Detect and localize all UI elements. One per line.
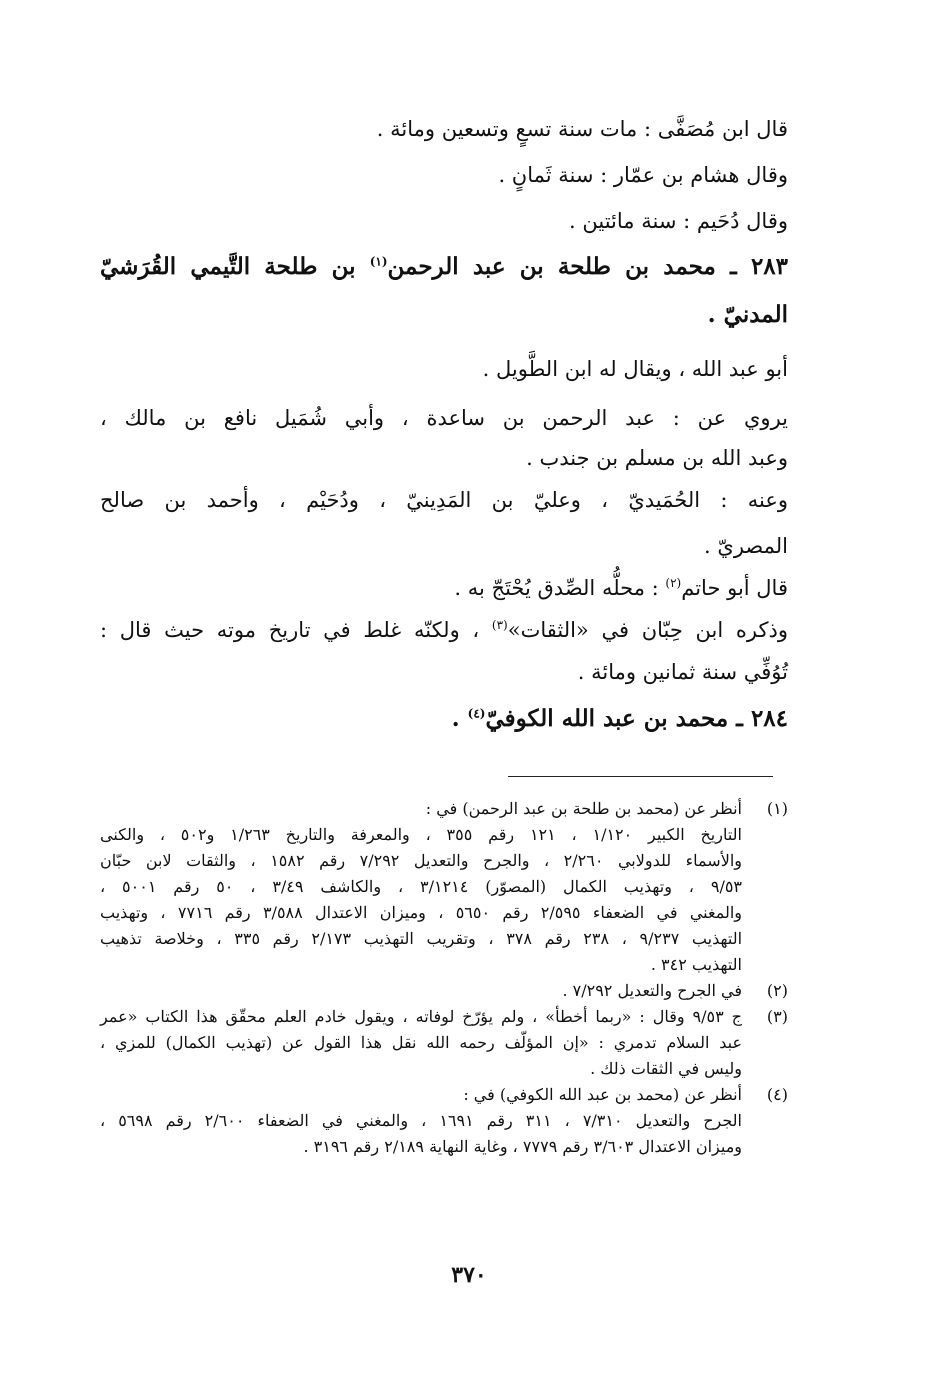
footnote-line: أنظر عن (محمد بن عبد الله الكوفي) في : [463, 1085, 742, 1104]
footnote-line: والأسماء للدولابي ٢/٢٦٠ ، والجرح والتعديل ٧/٢٩٢ رقم ١٥٨٢ ، والثقات لابن حبّان [100, 851, 743, 870]
entry-283-name: ٢٨٣ ـ محمد بن طلحة بن عبد الرحمن [387, 253, 788, 280]
text-line-2: وقال هشام بن عمّار : سنة ثَمانٍ . [498, 163, 788, 187]
text-line-teachers: يروي عن : عبد الرحمن بن ساعدة ، وأبي شُمَيل نافع بن مالك ، [100, 406, 788, 430]
footnote-line: التهذيب ٣٤٢ . [650, 955, 742, 974]
footnote-number: (٣) [766, 1007, 788, 1026]
footnote-line: أنظر عن (محمد بن طلحة بن عبد الرحمن) في : [425, 799, 742, 818]
text-line-kunya: أبو عبد الله ، ويقال له ابن الطَّويل . [482, 357, 788, 381]
text-line-3: وقال دُحَيم : سنة مائتين . [569, 209, 788, 233]
entry-284-end: . [451, 705, 468, 732]
page-number: ٣٧٠ [451, 1262, 487, 1288]
text-line-students: وعنه : الحُمَيديّ ، وعليّ بن المَدِينيّ ، ودُحَيْم ، وأحمد بن صالح [100, 488, 788, 512]
ibn-hibban-text-cont: ، ولكنّه غلط في تاريخ موته حيث قال : [100, 618, 492, 642]
footnote-1 [100, 796, 788, 978]
abu-hatim-text: قال أبو حاتم [681, 576, 788, 600]
footnote-line: الجرح والتعديل ٧/٣١٠ ، ٣١١ رقم ١٦٩١ ، والمغني في الضعفاء ٢/٦٠٠ رقم ٥٦٩٨ ، [100, 1111, 743, 1130]
footnote-2 [100, 978, 788, 1004]
footnote-3 [100, 1004, 788, 1082]
footnote-4 [100, 1082, 788, 1160]
footnote-number: (٢) [766, 981, 788, 1000]
entry-283-nisba: المدنيّ . [707, 301, 788, 328]
footnote-line: وميزان الاعتدال ٣/٦٠٣ رقم ٧٧٧٩ ، وغاية النهاية ٢/١٨٩ رقم ٣١٩٦ . [303, 1137, 742, 1156]
footnote-ref-1: (١) [369, 254, 388, 269]
footnote-separator [508, 776, 773, 777]
footnote-ref-4: (٤) [467, 706, 486, 721]
entry-284-heading [100, 702, 788, 750]
footnote-line: التاريخ الكبير ١/١٢٠ ، ١٢١ رقم ٣٥٥ ، والمعرفة والتاريخ ١/٢٦٣ و٥٠٢ ، والكنى [100, 825, 742, 844]
entry-284-name: ٢٨٤ ـ محمد بن عبد الله الكوفيّ [485, 705, 788, 732]
text-line-students-cont: المصريّ . [704, 534, 788, 558]
text-line-1: قال ابن مُصَفَّى : مات سنة تسعٍ وتسعين ومائة . [376, 117, 788, 141]
footnote-line: ٩/٥٣ ، وتهذيب الكمال (المصوّر) ٣/١٢١٤ ، والكاشف ٣/٤٩ ، ٥٠ رقم ٥٠٠١ ، [100, 877, 743, 896]
abu-hatim-text-cont: : محلُّه الصِّدق يُحْتَجّ به . [454, 576, 666, 600]
entry-283-name-cont: بن طلحة التَّيمي القُرَشيّ [100, 253, 370, 280]
text-line-death: تُوُفِّي سنة ثمانين ومائة . [577, 660, 788, 684]
footnote-line: عبد السلام تدمري : «إن المؤلّف رحمه الله نقل هذا القول عن (تهذيب الكمال) للمزي ، [100, 1033, 742, 1052]
footnote-ref-3: (٣) [491, 618, 508, 632]
text-line-teachers-cont: وعبد الله بن مسلم بن جندب . [526, 446, 788, 470]
text-line-ibn-hibban [100, 614, 788, 646]
footnote-line: في الجرح والتعديل ٧/٢٩٢ . [562, 981, 742, 1000]
ibn-hibban-text: وذكره ابن حِبّان في «الثقات» [507, 618, 788, 642]
footnote-line: التهذيب ٩/٢٣٧ ، ٢٣٨ رقم ٣٧٨ ، وتقريب التهذيب ٢/١٧٣ رقم ٣٣٥ ، وخلاصة تذهيب [100, 929, 743, 948]
footnote-ref-2: (٢) [665, 576, 682, 590]
footnotes [100, 796, 788, 1160]
footnote-number: (١) [766, 799, 788, 818]
footnote-line: وليس في الثقات ذلك . [590, 1059, 742, 1078]
main-text [100, 106, 788, 750]
footnote-line: ج ٩/٥٣ وقال : «ربما أخطأ» ، ولم يؤرّخ لوفاته ، ويقول خادم العلم محقّق هذا الكتاب «عمر [100, 1007, 742, 1026]
footnote-number: (٤) [766, 1085, 788, 1104]
footnote-line: والمغني في الضعفاء ٢/٥٩٥ رقم ٥٦٥٠ ، وميزان الاعتدال ٣/٥٨٨ رقم ٧٧١٦ ، وتهذيب [100, 903, 743, 922]
text-line-abu-hatim [100, 572, 788, 604]
entry-283-heading [100, 250, 788, 284]
